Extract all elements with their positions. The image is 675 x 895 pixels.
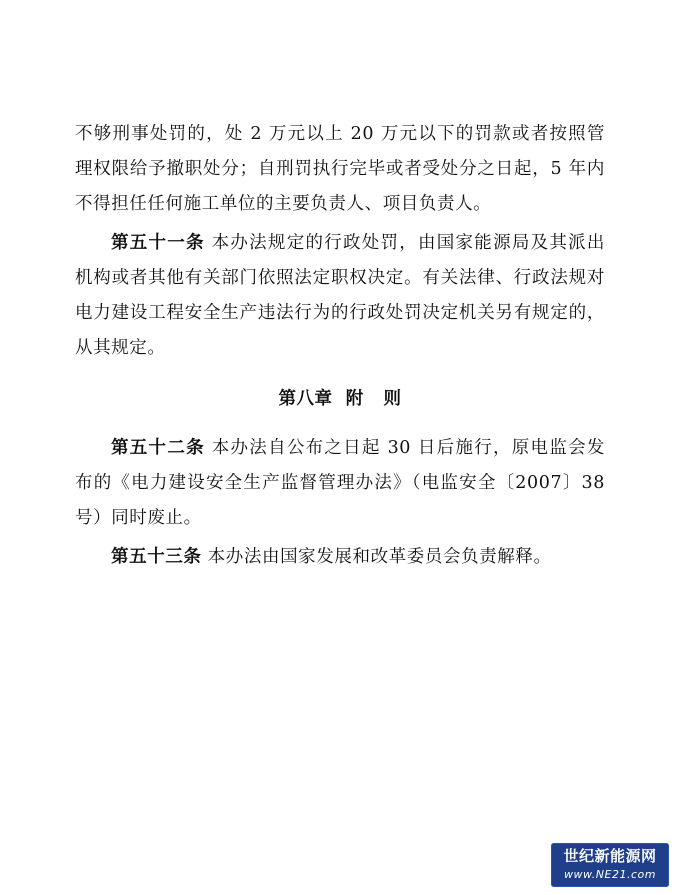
watermark-url: www.NE21.com	[564, 868, 656, 881]
article-52	[75, 431, 605, 536]
document-body	[75, 117, 605, 575]
article-text: 本办法规定的行政处罚，由国家能源局及其派出机构或者其他有关部门依照法定职权决定。有关法律、行政法规对电力建设工程安全生产违法行为的行政处罚决定机关另有规定的，从其规定。	[75, 233, 605, 358]
watermark-title: 世纪新能源网	[563, 847, 657, 865]
article-label: 第五十二条	[111, 438, 205, 458]
paragraph-continuation	[75, 117, 605, 222]
article-text: 本办法自公布之日起 30 日后施行，原电监会发布的《电力建设安全生产监督管理办法》（电监安全〔2007〕38 号）同时废止。	[75, 438, 605, 528]
paragraph-text: 不够刑事处罚的，处 2 万元以上 20 万元以下的罚款或者按照管理权限给予撤职处分；自刑罚执行完毕或者受处分之日起，5 年内不得担任任何施工单位的主要负责人、项目负责人。	[75, 124, 605, 214]
article-label: 第五十三条	[111, 547, 202, 567]
article-label: 第五十一条	[111, 233, 205, 253]
article-51	[75, 226, 605, 366]
site-watermark-logo	[551, 843, 669, 887]
article-53	[75, 540, 605, 575]
article-text: 本办法由国家发展和改革委员会负责解释。	[207, 547, 552, 567]
chapter-heading: 第八章 附 则	[278, 389, 402, 409]
